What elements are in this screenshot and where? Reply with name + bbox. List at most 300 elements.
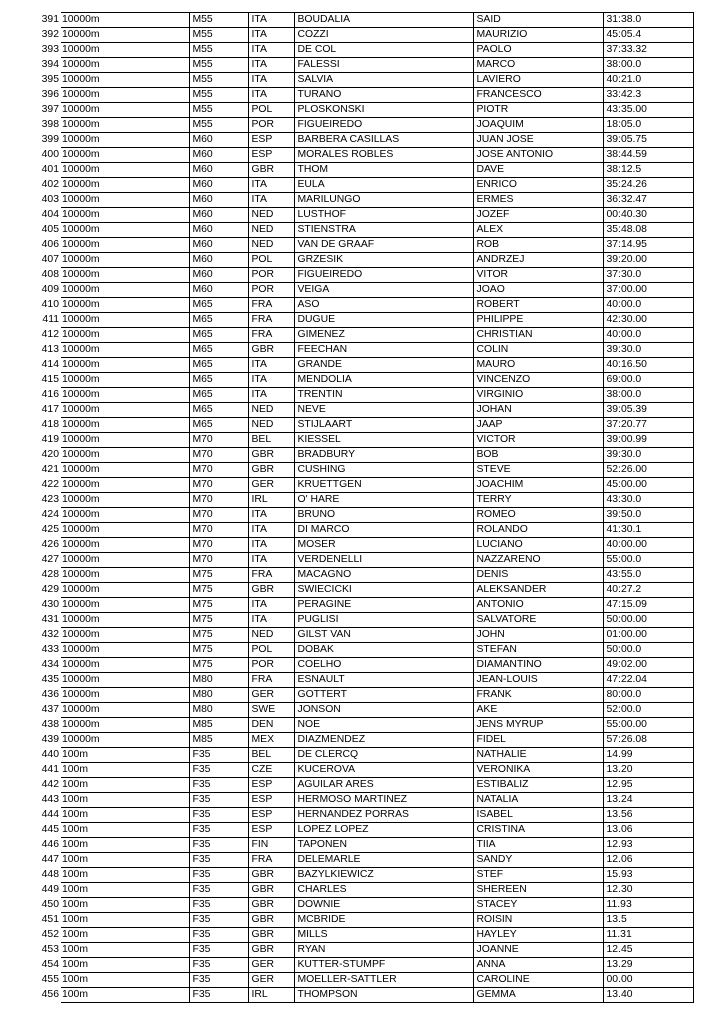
first-name-cell: JOANNE bbox=[473, 943, 603, 958]
table-row bbox=[30, 718, 693, 733]
surname-cell: ASO bbox=[294, 298, 473, 313]
country-cell: SWE bbox=[248, 703, 294, 718]
surname-cell: MCBRIDE bbox=[294, 913, 473, 928]
country-cell: GBR bbox=[248, 448, 294, 463]
country-cell: ITA bbox=[248, 43, 294, 58]
performance-cell: 43:30.0 bbox=[603, 493, 693, 508]
table-row bbox=[30, 103, 693, 118]
surname-cell: HERNANDEZ PORRAS bbox=[294, 808, 473, 823]
row-number-cell: 427 bbox=[41, 554, 59, 565]
category-cell: M75 bbox=[189, 583, 248, 598]
country-cell: ITA bbox=[248, 88, 294, 103]
entries-table bbox=[30, 12, 694, 1003]
surname-cell: MENDOLIA bbox=[294, 373, 473, 388]
table-row bbox=[30, 493, 693, 508]
row-number-cell: 406 bbox=[41, 239, 59, 250]
table-row bbox=[30, 283, 693, 298]
category-cell: F35 bbox=[189, 958, 248, 973]
country-cell: GBR bbox=[248, 343, 294, 358]
row-number-cell: 456 bbox=[41, 989, 59, 1000]
performance-cell: 39:50.0 bbox=[603, 508, 693, 523]
country-cell: DEN bbox=[248, 718, 294, 733]
event-cell: 10000m bbox=[61, 433, 189, 448]
performance-cell: 33:42.3 bbox=[603, 88, 693, 103]
table-row bbox=[30, 703, 693, 718]
category-cell: M55 bbox=[189, 58, 248, 73]
row-number-cell: 419 bbox=[41, 434, 59, 445]
event-cell: 100m bbox=[61, 748, 189, 763]
country-cell: FRA bbox=[248, 673, 294, 688]
row-number-cell: 391 bbox=[41, 14, 59, 25]
surname-cell: AGUILAR ARES bbox=[294, 778, 473, 793]
category-cell: M60 bbox=[189, 223, 248, 238]
performance-cell: 43:55.0 bbox=[603, 568, 693, 583]
event-cell: 10000m bbox=[61, 418, 189, 433]
event-cell: 10000m bbox=[61, 658, 189, 673]
surname-cell: MOSER bbox=[294, 538, 473, 553]
first-name-cell: ANNA bbox=[473, 958, 603, 973]
performance-cell: 47:22.04 bbox=[603, 673, 693, 688]
first-name-cell: TERRY bbox=[473, 493, 603, 508]
performance-cell: 15.93 bbox=[603, 868, 693, 883]
event-cell: 10000m bbox=[61, 178, 189, 193]
event-cell: 10000m bbox=[61, 553, 189, 568]
table-row bbox=[30, 298, 693, 313]
event-cell: 100m bbox=[61, 958, 189, 973]
surname-cell: BARBERA CASILLAS bbox=[294, 133, 473, 148]
surname-cell: TAPONEN bbox=[294, 838, 473, 853]
table-row bbox=[30, 253, 693, 268]
table-row bbox=[30, 568, 693, 583]
surname-cell: GILST VAN bbox=[294, 628, 473, 643]
surname-cell: BAZYLKIEWICZ bbox=[294, 868, 473, 883]
performance-cell: 55:00.00 bbox=[603, 718, 693, 733]
row-number-cell: 410 bbox=[41, 299, 59, 310]
performance-cell: 11.93 bbox=[603, 898, 693, 913]
performance-cell: 12.06 bbox=[603, 853, 693, 868]
first-name-cell: JOACHIM bbox=[473, 478, 603, 493]
country-cell: ITA bbox=[248, 613, 294, 628]
first-name-cell: JOHN bbox=[473, 628, 603, 643]
surname-cell: RYAN bbox=[294, 943, 473, 958]
row-number-cell: 450 bbox=[41, 899, 59, 910]
category-cell: M70 bbox=[189, 553, 248, 568]
category-cell: M55 bbox=[189, 73, 248, 88]
row-number-cell: 423 bbox=[41, 494, 59, 505]
table-row bbox=[30, 733, 693, 748]
performance-cell: 40:16.50 bbox=[603, 358, 693, 373]
performance-cell: 40:00.0 bbox=[603, 298, 693, 313]
table-row bbox=[30, 343, 693, 358]
table-row bbox=[30, 223, 693, 238]
row-number-cell: 397 bbox=[41, 104, 59, 115]
table-row bbox=[30, 883, 693, 898]
category-cell: M80 bbox=[189, 688, 248, 703]
first-name-cell: ROMEO bbox=[473, 508, 603, 523]
first-name-cell: PIOTR bbox=[473, 103, 603, 118]
table-row bbox=[30, 208, 693, 223]
country-cell: POR bbox=[248, 283, 294, 298]
performance-cell: 52:26.00 bbox=[603, 463, 693, 478]
category-cell: F35 bbox=[189, 838, 248, 853]
first-name-cell: FRANCESCO bbox=[473, 88, 603, 103]
table-row bbox=[30, 613, 693, 628]
table-row bbox=[30, 133, 693, 148]
performance-cell: 12.30 bbox=[603, 883, 693, 898]
table-row bbox=[30, 598, 693, 613]
event-cell: 10000m bbox=[61, 103, 189, 118]
surname-cell: EULA bbox=[294, 178, 473, 193]
row-number-cell: 434 bbox=[41, 659, 59, 670]
event-cell: 10000m bbox=[61, 373, 189, 388]
country-cell: POL bbox=[248, 643, 294, 658]
performance-cell: 41:30.1 bbox=[603, 523, 693, 538]
surname-cell: DI MARCO bbox=[294, 523, 473, 538]
event-cell: 10000m bbox=[61, 313, 189, 328]
event-cell: 100m bbox=[61, 898, 189, 913]
category-cell: F35 bbox=[189, 913, 248, 928]
country-cell: FRA bbox=[248, 568, 294, 583]
event-cell: 10000m bbox=[61, 328, 189, 343]
first-name-cell: ESTIBALIZ bbox=[473, 778, 603, 793]
category-cell: M70 bbox=[189, 538, 248, 553]
row-number-cell: 451 bbox=[41, 914, 59, 925]
event-cell: 10000m bbox=[61, 688, 189, 703]
event-cell: 10000m bbox=[61, 133, 189, 148]
first-name-cell: VINCENZO bbox=[473, 373, 603, 388]
performance-cell: 39:30.0 bbox=[603, 448, 693, 463]
row-number-cell: 425 bbox=[41, 524, 59, 535]
row-number-cell: 412 bbox=[41, 329, 59, 340]
row-number-cell: 405 bbox=[41, 224, 59, 235]
performance-cell: 38:00.0 bbox=[603, 58, 693, 73]
table-row bbox=[30, 868, 693, 883]
performance-cell: 37:14.95 bbox=[603, 238, 693, 253]
performance-cell: 69:00.0 bbox=[603, 373, 693, 388]
country-cell: POR bbox=[248, 658, 294, 673]
first-name-cell: JEAN-LOUIS bbox=[473, 673, 603, 688]
event-cell: 10000m bbox=[61, 238, 189, 253]
category-cell: M80 bbox=[189, 703, 248, 718]
country-cell: FRA bbox=[248, 313, 294, 328]
category-cell: M70 bbox=[189, 493, 248, 508]
category-cell: M60 bbox=[189, 268, 248, 283]
country-cell: ITA bbox=[248, 388, 294, 403]
country-cell: FRA bbox=[248, 853, 294, 868]
row-number-cell: 454 bbox=[41, 959, 59, 970]
table-row bbox=[30, 163, 693, 178]
surname-cell: CUSHING bbox=[294, 463, 473, 478]
row-number-cell: 416 bbox=[41, 389, 59, 400]
country-cell: GBR bbox=[248, 583, 294, 598]
country-cell: POR bbox=[248, 118, 294, 133]
table-row bbox=[30, 238, 693, 253]
first-name-cell: DAVE bbox=[473, 163, 603, 178]
row-number-cell: 455 bbox=[41, 974, 59, 985]
country-cell: NED bbox=[248, 238, 294, 253]
table-row bbox=[30, 388, 693, 403]
first-name-cell: JENS MYRUP bbox=[473, 718, 603, 733]
category-cell: F35 bbox=[189, 883, 248, 898]
first-name-cell: ROB bbox=[473, 238, 603, 253]
first-name-cell: JOZEF bbox=[473, 208, 603, 223]
table-row bbox=[30, 673, 693, 688]
country-cell: MEX bbox=[248, 733, 294, 748]
first-name-cell: STEVE bbox=[473, 463, 603, 478]
table-row bbox=[30, 448, 693, 463]
category-cell: M60 bbox=[189, 148, 248, 163]
event-cell: 10000m bbox=[61, 223, 189, 238]
event-cell: 10000m bbox=[61, 613, 189, 628]
event-cell: 100m bbox=[61, 943, 189, 958]
category-cell: M55 bbox=[189, 43, 248, 58]
first-name-cell: BOB bbox=[473, 448, 603, 463]
event-cell: 10000m bbox=[61, 73, 189, 88]
country-cell: ITA bbox=[248, 358, 294, 373]
surname-cell: GRZESIK bbox=[294, 253, 473, 268]
performance-cell: 13.40 bbox=[603, 988, 693, 1003]
country-cell: GBR bbox=[248, 928, 294, 943]
category-cell: F35 bbox=[189, 988, 248, 1003]
first-name-cell: DIAMANTINO bbox=[473, 658, 603, 673]
surname-cell: KUCEROVA bbox=[294, 763, 473, 778]
surname-cell: THOMPSON bbox=[294, 988, 473, 1003]
table-row bbox=[30, 268, 693, 283]
surname-cell: KUTTER-STUMPF bbox=[294, 958, 473, 973]
country-cell: GER bbox=[248, 973, 294, 988]
category-cell: M85 bbox=[189, 733, 248, 748]
performance-cell: 55:00.0 bbox=[603, 553, 693, 568]
surname-cell: DELEMARLE bbox=[294, 853, 473, 868]
event-cell: 100m bbox=[61, 868, 189, 883]
surname-cell: BRUNO bbox=[294, 508, 473, 523]
first-name-cell: ANDRZEJ bbox=[473, 253, 603, 268]
row-number-cell: 408 bbox=[41, 269, 59, 280]
event-cell: 100m bbox=[61, 763, 189, 778]
event-cell: 10000m bbox=[61, 88, 189, 103]
first-name-cell: SANDY bbox=[473, 853, 603, 868]
surname-cell: TRENTIN bbox=[294, 388, 473, 403]
table-row bbox=[30, 823, 693, 838]
event-cell: 10000m bbox=[61, 58, 189, 73]
surname-cell: STIENSTRA bbox=[294, 223, 473, 238]
first-name-cell: VICTOR bbox=[473, 433, 603, 448]
table-row bbox=[30, 358, 693, 373]
surname-cell: PLOSKONSKI bbox=[294, 103, 473, 118]
row-number-cell: 422 bbox=[41, 479, 59, 490]
first-name-cell: PHILIPPE bbox=[473, 313, 603, 328]
performance-cell: 39:05.75 bbox=[603, 133, 693, 148]
performance-cell: 40:00.00 bbox=[603, 538, 693, 553]
category-cell: F35 bbox=[189, 763, 248, 778]
performance-cell: 45:05.4 bbox=[603, 28, 693, 43]
surname-cell: KIESSEL bbox=[294, 433, 473, 448]
surname-cell: KRUETTGEN bbox=[294, 478, 473, 493]
first-name-cell: ROISIN bbox=[473, 913, 603, 928]
category-cell: M65 bbox=[189, 388, 248, 403]
row-number-cell: 435 bbox=[41, 674, 59, 685]
country-cell: ITA bbox=[248, 598, 294, 613]
event-cell: 10000m bbox=[61, 28, 189, 43]
country-cell: ITA bbox=[248, 538, 294, 553]
category-cell: M65 bbox=[189, 373, 248, 388]
performance-cell: 49:02.00 bbox=[603, 658, 693, 673]
performance-cell: 80:00.0 bbox=[603, 688, 693, 703]
event-cell: 10000m bbox=[61, 208, 189, 223]
surname-cell: FALESSI bbox=[294, 58, 473, 73]
performance-cell: 39:05.39 bbox=[603, 403, 693, 418]
performance-cell: 47:15.09 bbox=[603, 598, 693, 613]
event-cell: 10000m bbox=[61, 718, 189, 733]
category-cell: M70 bbox=[189, 508, 248, 523]
first-name-cell: FIDEL bbox=[473, 733, 603, 748]
performance-cell: 39:00.99 bbox=[603, 433, 693, 448]
event-cell: 10000m bbox=[61, 463, 189, 478]
surname-cell: MOELLER-SATTLER bbox=[294, 973, 473, 988]
event-cell: 10000m bbox=[61, 253, 189, 268]
country-cell: ESP bbox=[248, 823, 294, 838]
row-number-cell: 444 bbox=[41, 809, 59, 820]
category-cell: F35 bbox=[189, 928, 248, 943]
category-cell: M55 bbox=[189, 118, 248, 133]
performance-cell: 11.31 bbox=[603, 928, 693, 943]
table-row bbox=[30, 403, 693, 418]
row-number-cell: 452 bbox=[41, 929, 59, 940]
event-cell: 10000m bbox=[61, 13, 189, 28]
surname-cell: CHARLES bbox=[294, 883, 473, 898]
event-cell: 10000m bbox=[61, 523, 189, 538]
event-cell: 100m bbox=[61, 973, 189, 988]
event-cell: 10000m bbox=[61, 508, 189, 523]
country-cell: NED bbox=[248, 418, 294, 433]
first-name-cell: JUAN JOSE bbox=[473, 133, 603, 148]
category-cell: M60 bbox=[189, 208, 248, 223]
first-name-cell: LUCIANO bbox=[473, 538, 603, 553]
event-cell: 100m bbox=[61, 988, 189, 1003]
category-cell: F35 bbox=[189, 823, 248, 838]
table-row bbox=[30, 193, 693, 208]
table-row bbox=[30, 328, 693, 343]
performance-cell: 37:30.0 bbox=[603, 268, 693, 283]
table-row bbox=[30, 688, 693, 703]
table-row bbox=[30, 553, 693, 568]
first-name-cell: STACEY bbox=[473, 898, 603, 913]
category-cell: F35 bbox=[189, 748, 248, 763]
country-cell: POR bbox=[248, 268, 294, 283]
category-cell: M70 bbox=[189, 463, 248, 478]
surname-cell: VEIGA bbox=[294, 283, 473, 298]
event-cell: 10000m bbox=[61, 283, 189, 298]
event-cell: 10000m bbox=[61, 673, 189, 688]
first-name-cell: MARCO bbox=[473, 58, 603, 73]
row-number-cell: 420 bbox=[41, 449, 59, 460]
row-number-cell: 453 bbox=[41, 944, 59, 955]
country-cell: ITA bbox=[248, 508, 294, 523]
country-cell: ITA bbox=[248, 373, 294, 388]
first-name-cell: TIIA bbox=[473, 838, 603, 853]
row-number-cell: 440 bbox=[41, 749, 59, 760]
table-row bbox=[30, 523, 693, 538]
category-cell: F35 bbox=[189, 778, 248, 793]
first-name-cell: NATALIA bbox=[473, 793, 603, 808]
event-cell: 10000m bbox=[61, 448, 189, 463]
row-number-cell: 417 bbox=[41, 404, 59, 415]
row-number-cell: 402 bbox=[41, 179, 59, 190]
performance-cell: 52:00.0 bbox=[603, 703, 693, 718]
first-name-cell: ALEX bbox=[473, 223, 603, 238]
row-number-cell: 447 bbox=[41, 854, 59, 865]
category-cell: M60 bbox=[189, 193, 248, 208]
event-cell: 10000m bbox=[61, 583, 189, 598]
row-number-cell: 428 bbox=[41, 569, 59, 580]
table-row bbox=[30, 58, 693, 73]
performance-cell: 00:40.30 bbox=[603, 208, 693, 223]
country-cell: FRA bbox=[248, 328, 294, 343]
category-cell: M55 bbox=[189, 88, 248, 103]
row-number-cell: 429 bbox=[41, 584, 59, 595]
performance-cell: 35:48.08 bbox=[603, 223, 693, 238]
table-row bbox=[30, 538, 693, 553]
country-cell: NED bbox=[248, 628, 294, 643]
surname-cell: MILLS bbox=[294, 928, 473, 943]
country-cell: GBR bbox=[248, 463, 294, 478]
row-number-cell: 442 bbox=[41, 779, 59, 790]
surname-cell: GOTTERT bbox=[294, 688, 473, 703]
first-name-cell: VIRGINIO bbox=[473, 388, 603, 403]
performance-cell: 13.29 bbox=[603, 958, 693, 973]
performance-cell: 13.56 bbox=[603, 808, 693, 823]
surname-cell: COZZI bbox=[294, 28, 473, 43]
event-cell: 10000m bbox=[61, 43, 189, 58]
table-row bbox=[30, 913, 693, 928]
table-row bbox=[30, 658, 693, 673]
table-row bbox=[30, 463, 693, 478]
surname-cell: JONSON bbox=[294, 703, 473, 718]
category-cell: M65 bbox=[189, 298, 248, 313]
first-name-cell: MAURIZIO bbox=[473, 28, 603, 43]
table-row bbox=[30, 898, 693, 913]
surname-cell: SWIECICKI bbox=[294, 583, 473, 598]
row-number-cell: 415 bbox=[41, 374, 59, 385]
table-row bbox=[30, 643, 693, 658]
category-cell: M65 bbox=[189, 403, 248, 418]
category-cell: M70 bbox=[189, 523, 248, 538]
category-cell: M60 bbox=[189, 238, 248, 253]
event-cell: 10000m bbox=[61, 478, 189, 493]
country-cell: IRL bbox=[248, 493, 294, 508]
performance-cell: 39:20.00 bbox=[603, 253, 693, 268]
event-cell: 100m bbox=[61, 808, 189, 823]
row-number-cell: 413 bbox=[41, 344, 59, 355]
category-cell: M75 bbox=[189, 613, 248, 628]
category-cell: M60 bbox=[189, 178, 248, 193]
country-cell: GBR bbox=[248, 943, 294, 958]
event-cell: 10000m bbox=[61, 403, 189, 418]
performance-cell: 13.20 bbox=[603, 763, 693, 778]
country-cell: ITA bbox=[248, 553, 294, 568]
row-number-cell: 392 bbox=[41, 29, 59, 40]
category-cell: M65 bbox=[189, 418, 248, 433]
first-name-cell: CAROLINE bbox=[473, 973, 603, 988]
country-cell: ESP bbox=[248, 133, 294, 148]
country-cell: ITA bbox=[248, 28, 294, 43]
row-number-cell: 449 bbox=[41, 884, 59, 895]
row-number-cell: 426 bbox=[41, 539, 59, 550]
country-cell: GER bbox=[248, 478, 294, 493]
first-name-cell: ALEKSANDER bbox=[473, 583, 603, 598]
category-cell: M55 bbox=[189, 13, 248, 28]
table-row bbox=[30, 943, 693, 958]
